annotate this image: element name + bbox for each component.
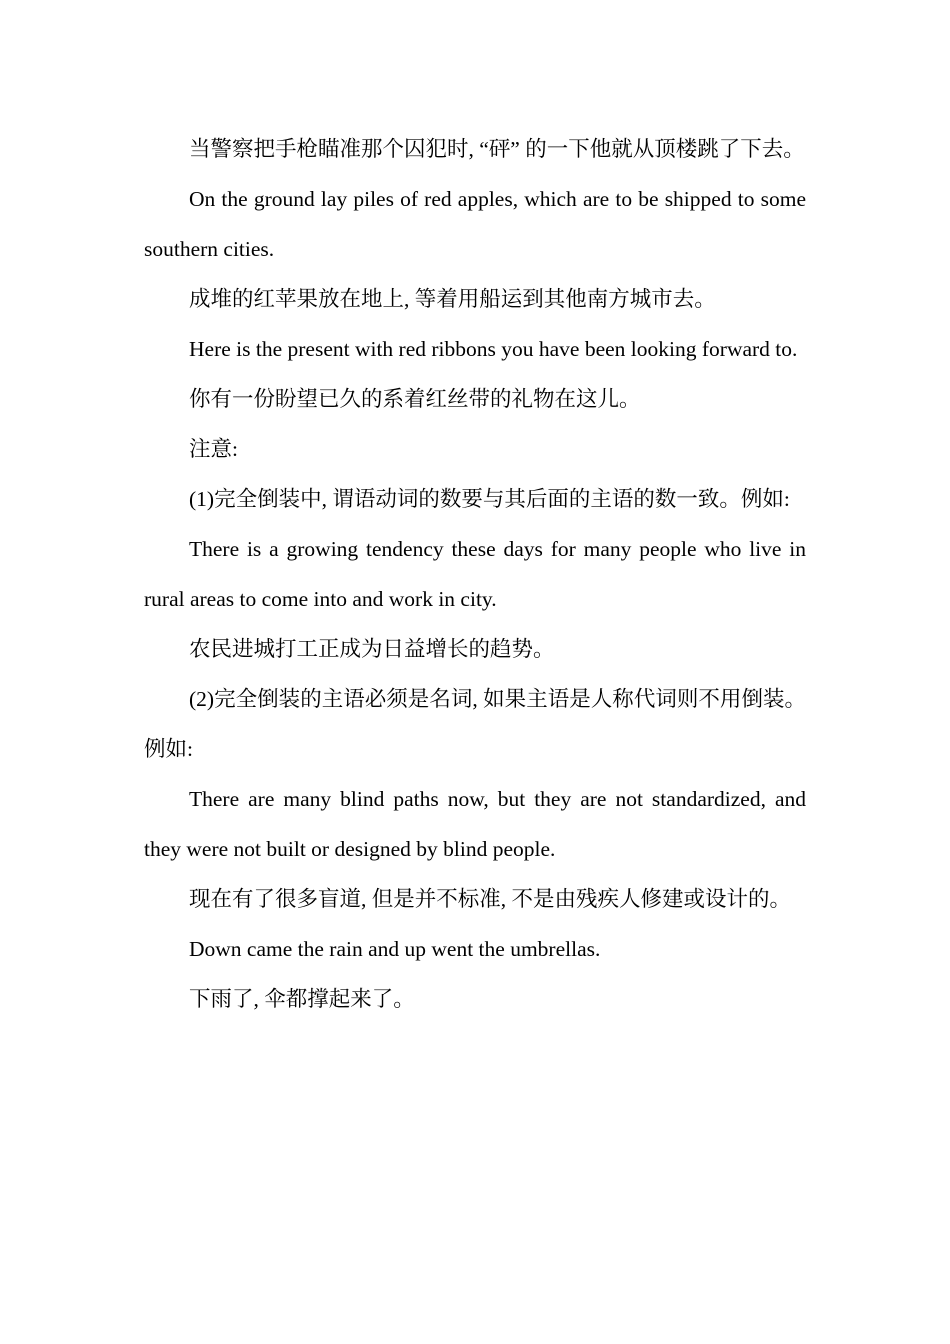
paragraph-chinese-police-example: 当警察把手枪瞄准那个囚犯时, “砰” 的一下他就从顶楼跳了下去。: [189, 137, 805, 161]
paragraph-english-blind-paths-example: There are many blind paths now, but they are not standardized, and they were not built or designed by blind people.: [144, 787, 806, 861]
paragraph-chinese-tendency-translation: 农民进城打工正成为日益增长的趋势。: [189, 637, 555, 661]
paragraph-rule-2: (2)完全倒装的主语必须是名词, 如果主语是人称代词则不用倒装。例如:: [144, 687, 806, 761]
paragraph-chinese-rain-translation: 下雨了, 伞都撑起来了。: [189, 987, 415, 1011]
paragraph-chinese-present-translation: 你有一份盼望已久的系着红丝带的礼物在这儿。: [189, 387, 641, 411]
paragraph-note-heading: 注意:: [189, 437, 238, 461]
paragraph-english-rain-example: Down came the rain and up went the umbrellas.: [189, 937, 601, 961]
paragraph-english-tendency-example: There is a growing tendency these days for many people who live in rural areas to come into and work in city.: [144, 537, 806, 611]
paragraph-rule-1: (1)完全倒装中, 谓语动词的数要与其后面的主语的数一致。例如:: [189, 487, 790, 511]
paragraph-chinese-apples-translation: 成堆的红苹果放在地上, 等着用船运到其他南方城市去。: [189, 287, 716, 311]
paragraph-chinese-blind-paths-translation: 现在有了很多盲道, 但是并不标准, 不是由残疾人修建或设计的。: [189, 887, 792, 911]
document-body: [144, 124, 806, 1024]
paragraph-english-present-example: Here is the present with red ribbons you have been looking forward to.: [189, 337, 798, 361]
paragraph-english-apples-example: On the ground lay piles of red apples, which are to be shipped to some southern cities.: [144, 187, 806, 261]
